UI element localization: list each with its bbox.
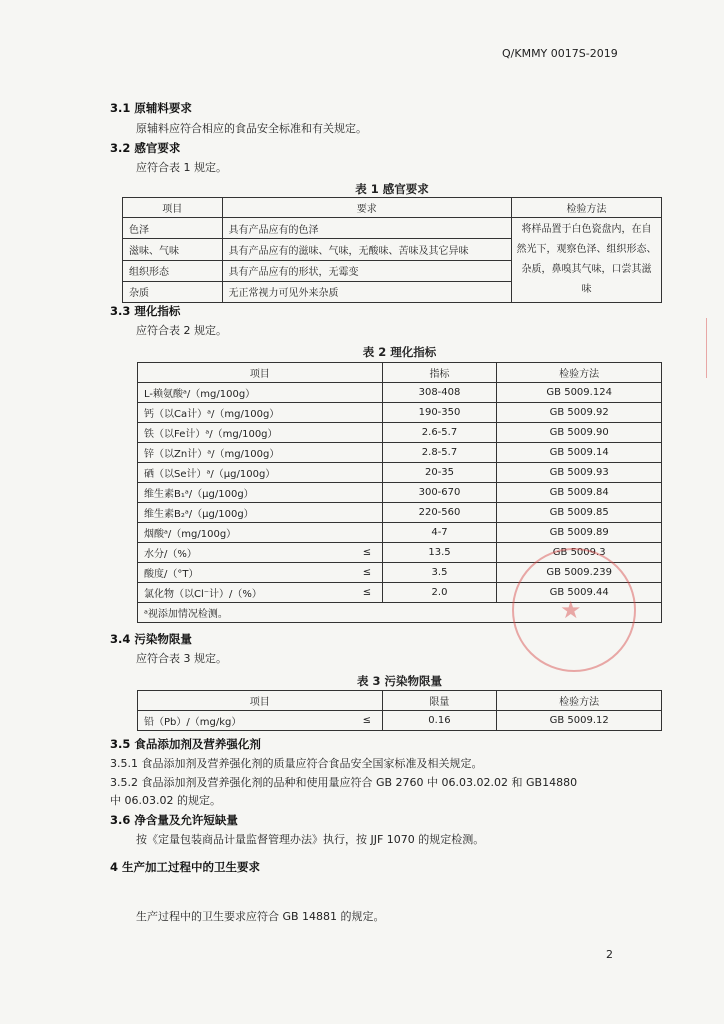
method-line: 将样品置于白色瓷盘内，在自 <box>521 224 652 235</box>
section-3-5-heading: 3.5 食品添加剂及营养强化剂 <box>110 737 261 751</box>
table-2-item: 维生素B₁ᵃ/（μg/100g） <box>138 483 353 503</box>
table-2-symbol: ≤ <box>352 543 382 563</box>
table-2-header-item: 项目 <box>138 363 383 383</box>
section-3-6-heading: 3.6 净含量及允许短缺量 <box>110 813 238 827</box>
table-2-item: L-赖氨酸ᵃ/（mg/100g） <box>138 383 353 403</box>
edge-seal-fragment <box>706 318 724 378</box>
table-2-item: 烟酸ᵃ/（mg/100g） <box>138 523 353 543</box>
table-2-symbol <box>352 403 382 423</box>
table-3-value: 0.16 <box>382 711 497 731</box>
table-2-symbol <box>352 463 382 483</box>
table-2-value: 2.0 <box>382 583 497 603</box>
table-3-caption: 表 3 污染物限量 <box>356 674 442 688</box>
section-3-5-1-text: 3.5.1 食品添加剂及营养强化剂的质量应符合食品安全国家标准及相关规定。 <box>110 757 483 770</box>
section-3-4-text: 应符合表 3 规定。 <box>136 652 227 665</box>
method-line: 然光下，观察色泽、组织形态、 <box>516 244 657 255</box>
section-3-2-text: 应符合表 1 规定。 <box>136 161 227 174</box>
table-2-header-method: 检验方法 <box>497 363 662 383</box>
section-3-5-2-text-cont: 中 06.03.02 的规定。 <box>110 794 221 807</box>
table-2-symbol <box>352 523 382 543</box>
table-2-method: GB 5009.92 <box>497 403 662 423</box>
table-2-caption: 表 2 理化指标 <box>362 345 437 359</box>
table-1-cell: 杂质 <box>123 281 223 302</box>
section-3-2-heading: 3.2 感官要求 <box>110 141 181 155</box>
section-3-6-text: 按《定量包装商品计量监督管理办法》执行，按 JJF 1070 的规定检测。 <box>136 833 485 846</box>
table-3-header-item: 项目 <box>138 691 383 711</box>
table-3-symbol: ≤ <box>352 711 382 731</box>
seal-star-icon: ★ <box>560 596 582 624</box>
table-1-cell: 滋味、气味 <box>123 239 223 260</box>
table-3-item: 铅（Pb）/（mg/kg） <box>138 711 353 731</box>
table-2-value: 308-408 <box>382 383 497 403</box>
table-2-symbol: ≤ <box>352 583 382 603</box>
table-1 <box>122 197 662 303</box>
table-2-method: GB 5009.84 <box>497 483 662 503</box>
table-1-header-requirement: 要求 <box>222 198 512 218</box>
table-2-symbol <box>352 423 382 443</box>
page-number: 2 <box>606 948 613 961</box>
table-2-method: GB 5009.239 <box>497 563 662 583</box>
table-2-method: GB 5009.90 <box>497 423 662 443</box>
section-3-4-heading: 3.4 污染物限量 <box>110 632 192 646</box>
table-2-method: GB 5009.89 <box>497 523 662 543</box>
table-1-caption: 表 1 感官要求 <box>355 182 429 196</box>
table-2-method: GB 5009.44 <box>497 583 662 603</box>
table-1-header-item: 项目 <box>123 198 223 218</box>
table-2-value: 220-560 <box>382 503 497 523</box>
section-3-1-heading: 3.1 原辅料要求 <box>110 101 192 115</box>
table-2-value: 2.6-5.7 <box>382 423 497 443</box>
table-2-method: GB 5009.14 <box>497 443 662 463</box>
table-2-item: 硒（以Se计）ᵃ/（μg/100g） <box>138 463 353 483</box>
table-2-value: 300-670 <box>382 483 497 503</box>
table-2-value: 4-7 <box>382 523 497 543</box>
method-line: 味 <box>581 284 592 295</box>
table-2-value: 3.5 <box>382 563 497 583</box>
table-1-cell: 组织形态 <box>123 260 223 281</box>
section-3-5-2-text: 3.5.2 食品添加剂及营养强化剂的品种和使用量应符合 GB 2760 中 06.03.02.02 和 GB14880 <box>110 776 578 789</box>
table-1-header-method: 检验方法 <box>512 198 662 218</box>
section-4-heading: 4 生产加工过程中的卫生要求 <box>110 860 261 874</box>
document-code: Q/KMMY 0017S-2019 <box>502 47 618 60</box>
table-3-header-method: 检验方法 <box>497 691 662 711</box>
table-2-item: 酸度/（°T） <box>138 563 353 583</box>
section-3-3-text: 应符合表 2 规定。 <box>136 324 227 337</box>
section-3-1-text: 原辅料应符合相应的食品安全标准和有关规定。 <box>136 122 367 135</box>
table-2-symbol <box>352 483 382 503</box>
table-1-cell: 色泽 <box>123 218 223 239</box>
table-2-item: 维生素B₂ᵃ/（μg/100g） <box>138 503 353 523</box>
table-2-method: GB 5009.124 <box>497 383 662 403</box>
table-1-cell: 具有产品应有的滋味、气味，无酸味、苦味及其它异味 <box>222 239 512 260</box>
table-1-cell: 无正常视力可见外来杂质 <box>222 281 512 302</box>
table-2-value: 2.8-5.7 <box>382 443 497 463</box>
table-3-header-value: 限量 <box>382 691 497 711</box>
table-2-item: 氯化物（以Cl⁻计）/（%） <box>138 583 353 603</box>
table-2-symbol: ≤ <box>352 563 382 583</box>
section-3-3-heading: 3.3 理化指标 <box>110 304 181 318</box>
table-1-cell: 具有产品应有的形状，无霉变 <box>222 260 512 281</box>
table-2-item: 锌（以Zn计）ᵃ/（mg/100g） <box>138 443 353 463</box>
table-2-value: 190-350 <box>382 403 497 423</box>
table-2-method: GB 5009.85 <box>497 503 662 523</box>
section-4-text: 生产过程中的卫生要求应符合 GB 14881 的规定。 <box>136 910 385 923</box>
table-2-symbol <box>352 383 382 403</box>
table-2-method: GB 5009.93 <box>497 463 662 483</box>
table-3 <box>137 690 662 731</box>
table-2-symbol <box>352 443 382 463</box>
table-2-value: 20-35 <box>382 463 497 483</box>
table-2-symbol <box>352 503 382 523</box>
table-2-header-value: 指标 <box>382 363 497 383</box>
table-2-method: GB 5009.3 <box>497 543 662 563</box>
table-2-item: 钙（以Ca计）ᵃ/（mg/100g） <box>138 403 353 423</box>
table-1-cell: 具有产品应有的色泽 <box>222 218 512 239</box>
table-2-value: 13.5 <box>382 543 497 563</box>
table-2-footnote: ᵃ视添加情况检测。 <box>138 603 662 623</box>
method-line: 杂质，鼻嗅其气味，口尝其滋 <box>521 264 652 275</box>
table-1-method-cell <box>512 218 662 303</box>
table-3-method: GB 5009.12 <box>497 711 662 731</box>
table-2-item: 水分/（%） <box>138 543 353 563</box>
table-2-item: 铁（以Fe计）ᵃ/（mg/100g） <box>138 423 353 443</box>
company-seal <box>512 548 636 672</box>
